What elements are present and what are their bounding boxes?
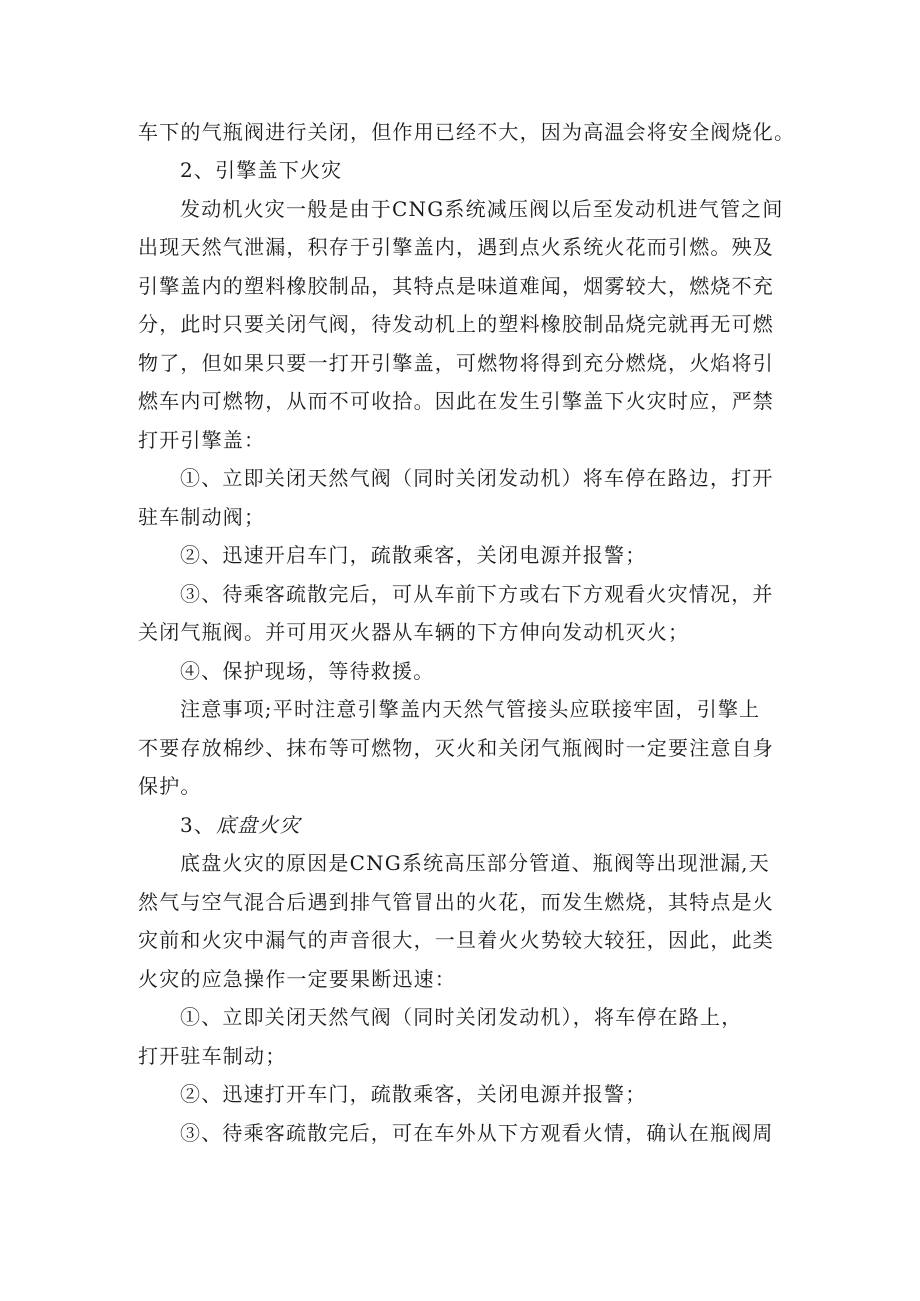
text-line: 底盘火灾的原因是CNG系统高压部分管道、瓶阀等出现泄漏,天 xyxy=(180,851,770,875)
section-number: 3、 xyxy=(180,813,216,837)
text-line: 然气与空气混合后遇到排气管冒出的火花，而发生燃烧，其特点是火 xyxy=(138,890,774,914)
text-line: ③、待乘客疏散完后，可从车前下方或右下方观看火灾情况，并 xyxy=(180,582,774,606)
text-line: 发动机火灾一般是由于CNG系统减压阀以后至发动机进气管之间 xyxy=(180,197,784,221)
text-line: 出现天然气泄漏，积存于引擎盖内，遇到点火系统火花而引燃。殃及 xyxy=(138,235,774,259)
text-line: ①、立即关闭天然气阀（同时关闭发动机），将车停在路上， xyxy=(180,1005,743,1029)
text-line: ②、迅速打开车门，疏散乘客，关闭电源并报警； xyxy=(180,1082,647,1106)
text-line: 关闭气瓶阀。并可用灭火器从车辆的下方伸向发动机灭火； xyxy=(138,620,690,644)
text-line: 注意事项;平时注意引擎盖内天然气管接头应联接牢固，引擎上 xyxy=(180,697,761,721)
text-line: 车下的气瓶阀进行关闭，但作用已经不大，因为高温会将安全阀烧化。 xyxy=(138,120,796,144)
text-line: 灾前和火灾中漏气的声音很大，一旦着火火势较大较狂，因此，此类 xyxy=(138,928,774,952)
text-line: 保护。 xyxy=(138,774,202,798)
text-line: 不要存放棉纱、抹布等可燃物，灭火和关闭气瓶阀时一定要注意自身 xyxy=(138,736,774,760)
text-line: 火灾的应急操作一定要果断迅速： xyxy=(138,967,456,991)
text-line: ②、迅速开启车门，疏散乘客，关闭电源并报警； xyxy=(180,543,647,567)
text-line: 引擎盖内的塑料橡胶制品，其特点是味道难闻，烟雾较大，燃烧不充 xyxy=(138,274,774,298)
text-line: ①、立即关闭天然气阀（同时关闭发动机）将车停在路边，打开 xyxy=(180,466,774,490)
text-line: 打开驻车制动； xyxy=(138,1044,287,1068)
text-line: 物了，但如果只要一打开引擎盖，可燃物将得到充分燃烧，火焰将引 xyxy=(138,351,774,375)
text-line: 打开引擎盖： xyxy=(138,428,266,452)
text-line: 燃车内可燃物，从而不可收拾。因此在发生引擎盖下火灾时应，严禁 xyxy=(138,389,774,413)
text-line: ③、待乘客疏散完后，可在车外从下方观看火情，确认在瓶阀周 xyxy=(180,1121,774,1145)
section-heading: 2、引擎盖下火灾 xyxy=(180,158,343,182)
section-heading: 底盘火灾 xyxy=(216,813,301,837)
text-line: 驻车制动阀； xyxy=(138,505,266,529)
text-line: ④、保护现场，等待救援。 xyxy=(180,659,435,683)
text-line: 分，此时只要关闭气阀，待发动机上的塑料橡胶制品烧完就再无可燃 xyxy=(138,312,774,336)
